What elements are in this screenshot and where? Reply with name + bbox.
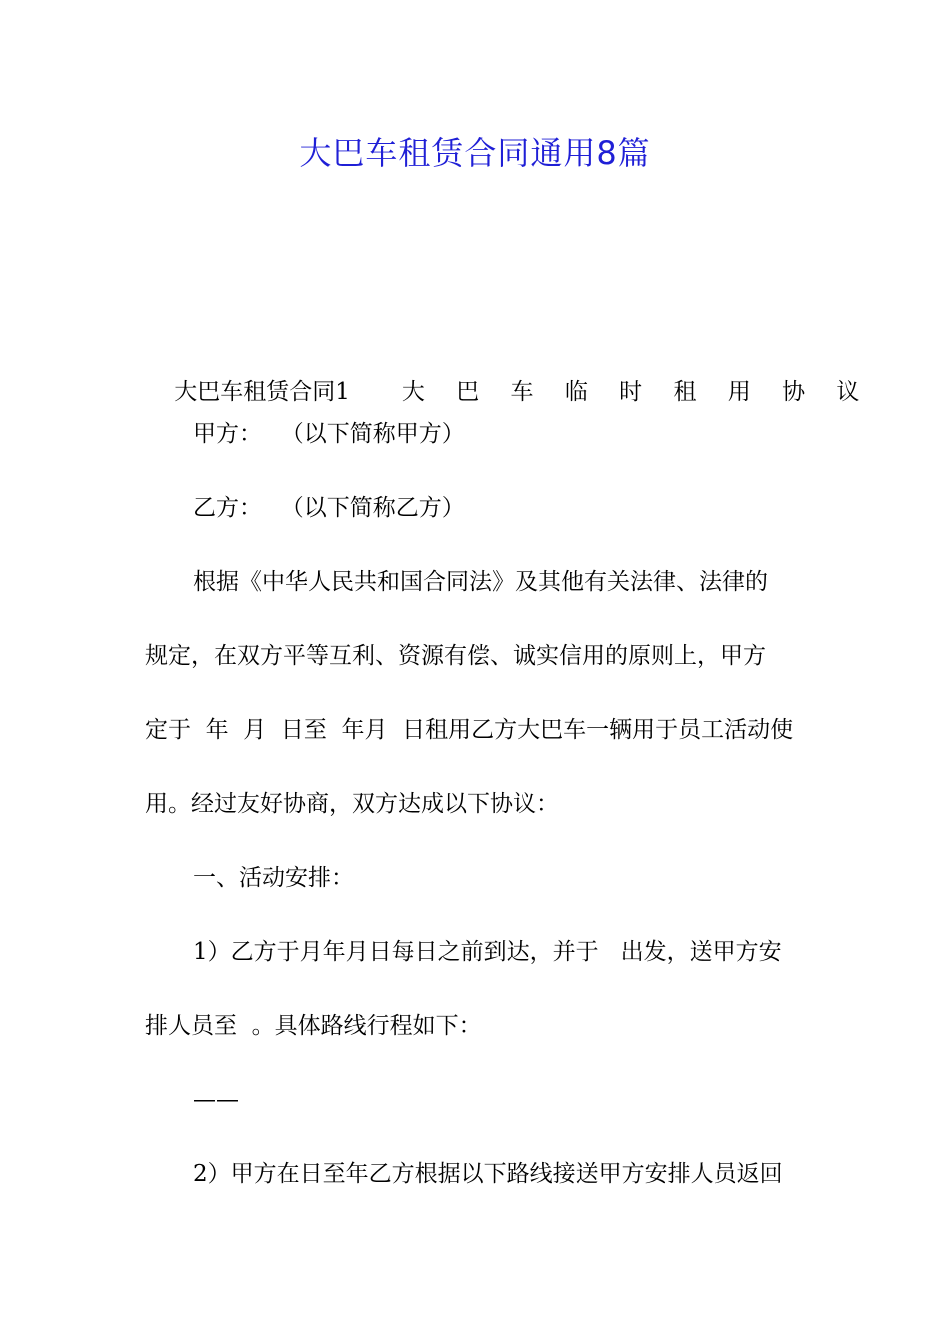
item-line: 1）乙方于月年月日每日之前到达，并于 出发，送甲方安 [193, 939, 782, 965]
item-line: 排人员至 。具体路线行程如下： [145, 1013, 482, 1039]
party-b-line: 乙方： （以下简称乙方） [193, 495, 465, 521]
document-title: 大巴车租赁合同通用8篇 [299, 134, 651, 172]
clause-heading: 一、活动安排： [193, 865, 354, 891]
route-dash: —— [193, 1087, 239, 1113]
paragraph-line: 根据《中华人民共和国合同法》及其他有关法律、法律的 [193, 569, 768, 595]
item-line: 2）甲方在日至年乙方根据以下路线接送甲方安排人员返回 [193, 1161, 783, 1187]
agreement-heading: 大 巴 车 临 时 租 用 协 议 [401, 379, 872, 405]
section-label: 大巴车租赁合同1 [174, 379, 350, 405]
paragraph-line: 定于 年 月 日至 年月 日租用乙方大巴车一辆用于员工活动使 [145, 717, 794, 743]
party-a-line: 甲方： （以下简称甲方） [193, 421, 465, 447]
paragraph-line: 用。经过友好协商，双方达成以下协议： [145, 791, 559, 817]
paragraph-line: 规定，在双方平等互利、资源有偿、诚实信用的原则上，甲方 [145, 643, 766, 669]
